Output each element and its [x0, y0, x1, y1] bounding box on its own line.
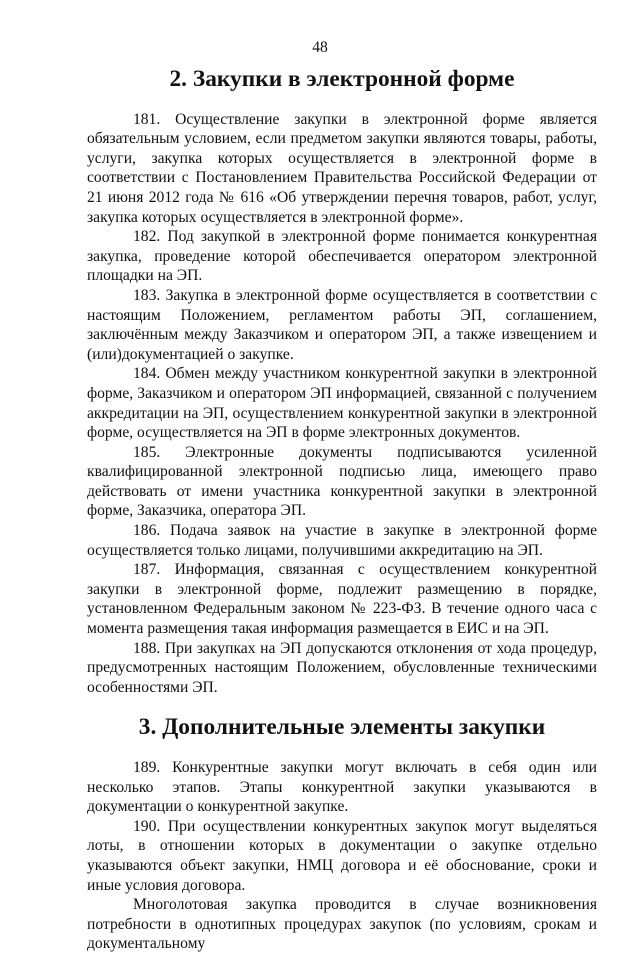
- paragraph-189: 189. Конкурентные закупки могут включать в себя один или несколько этапов. Этапы конкурентной закупки указываются в документации о конкурентной закупке.: [87, 759, 597, 816]
- paragraph-187: 187. Информация, связанная с осуществлением конкурентной закупки в электронной форме, подлежит размещению в порядке, установленном Федеральным законом № 223-ФЗ. В течение одного часа с момента размещения такая информация размещается в ЕИС и на ЭП.: [87, 561, 597, 638]
- paragraph-multilot: Многолотовая закупка проводится в случае возникновения потребности в однотипных процедурах закупок (по условиям, срокам и документальному: [87, 896, 597, 953]
- paragraph-186: 186. Подача заявок на участие в закупке в электронной форме осуществляется только лицами, получившими аккредитацию на ЭП.: [87, 522, 597, 559]
- paragraph-182: 182. Под закупкой в электронной форме понимается конкурентная закупка, проведение которой обеспечивается оператором электронной площадки на ЭП.: [87, 228, 597, 285]
- page-number: 48: [312, 39, 328, 56]
- page-content: [87, 66, 597, 954]
- paragraph-190: 190. При осуществлении конкурентных закупок могут выделяться лоты, в отношении которых в документации о закупке отдельно указываются объект закупки, НМЦ договора и её обоснование, сроки и иные условия договора.: [87, 817, 597, 894]
- section-2-title: 2. Закупки в электронной форме: [169, 66, 515, 92]
- paragraph-184: 184. Обмен между участником конкурентной закупки в электронной форме, Заказчиком и оператором ЭП информацией, связанной с получением аккредитации на ЭП, осуществлением конкурентной закупки в электронной форме, осуществляется на ЭП в форме электронных документов.: [87, 365, 597, 442]
- paragraph-181: 181. Осуществление закупки в электронной форме является обязательным условием, если предметом закупки являются товары, работы, услуги, закупка которых осуществляется в электронной форме в соответствии с Постановлением Правительства Российской Федерации от 21 июня 2012 года № 616 «Об утверждении перечня товаров, работ, услуг, закупка которых осуществляется в электронной форме».: [87, 110, 597, 226]
- section-3-title: 3. Дополнительные элементы закупки: [138, 714, 546, 741]
- paragraph-183: 183. Закупка в электронной форме осуществляется в соответствии с настоящим Положением, регламентом работы ЭП, соглашением, заключённым между Заказчиком и оператором ЭП, а также извещением и (или)документацией о закупке.: [87, 286, 597, 363]
- paragraph-188: 188. При закупках на ЭП допускаются отклонения от хода процедур, предусмотренных настоящим Положением, обусловленные техническими особенностями ЭП.: [87, 639, 597, 696]
- paragraph-185: 185. Электронные документы подписываются усиленной квалифицированной электронной подписью лица, имеющего право действовать от имени участника конкурентной закупки в электронной форме, Заказчика, оператора ЭП.: [87, 443, 597, 520]
